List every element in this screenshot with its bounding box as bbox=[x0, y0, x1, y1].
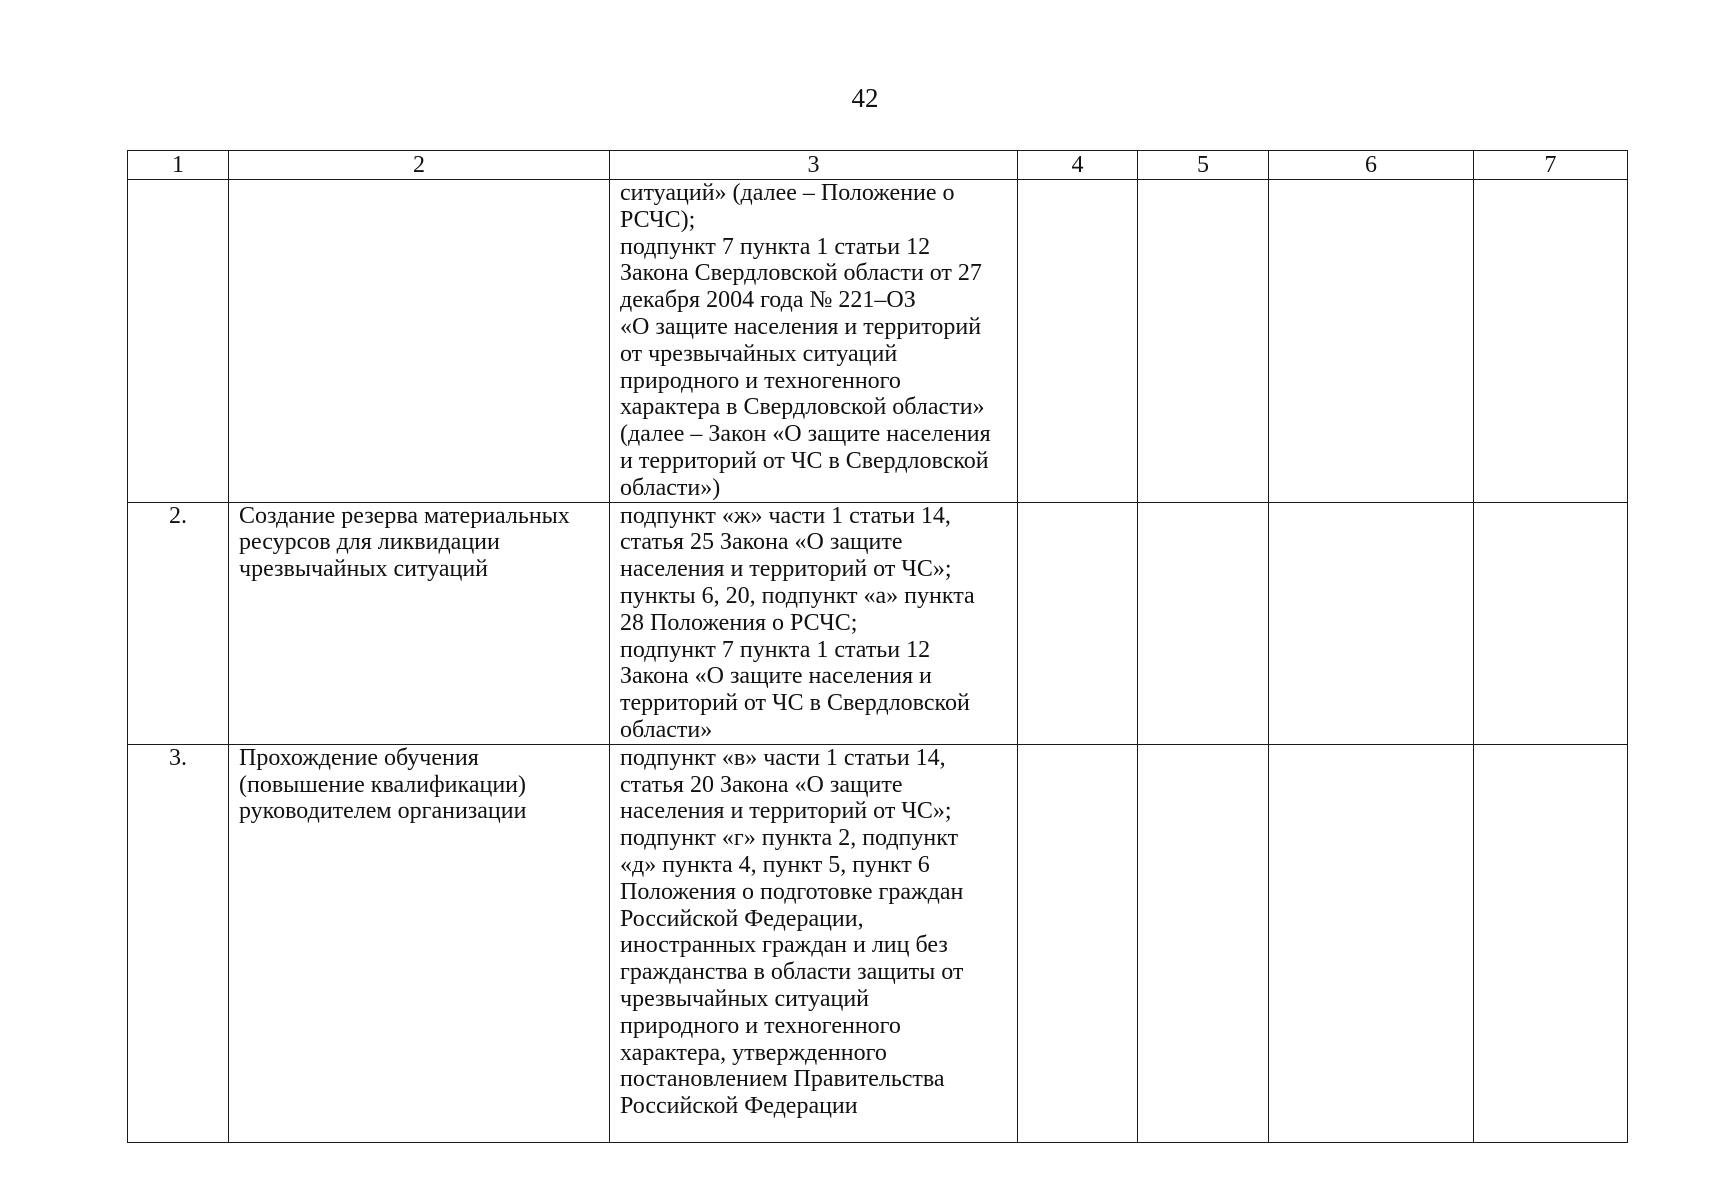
empty-cell bbox=[1474, 744, 1628, 1142]
empty-cell bbox=[1269, 180, 1474, 503]
legal-basis-cell: ситуаций» (далее – Положение о РСЧС); подпункт 7 пункта 1 статьи 12 Закона Свердловской области от 27 декабря 2004 года № 221–ОЗ «О защите населения и территорий от чрезвычайных ситуаций природного и техногенного характера в Свердловской области» (далее – Закон «О защите населения и территорий от ЧС в Свердловской области») bbox=[610, 180, 1018, 503]
row-number: 2. bbox=[128, 502, 229, 744]
row-number bbox=[128, 180, 229, 503]
requirement-cell: Прохождение обучения (повышение квалификации) руководителем организации bbox=[229, 744, 610, 1142]
column-header: 6 bbox=[1269, 151, 1474, 180]
empty-cell bbox=[1138, 180, 1269, 503]
requirement-cell: Создание резерва материальных ресурсов для ликвидации чрезвычайных ситуаций bbox=[229, 502, 610, 744]
empty-cell bbox=[1018, 744, 1138, 1142]
empty-cell bbox=[1138, 744, 1269, 1142]
empty-cell bbox=[1018, 180, 1138, 503]
empty-cell bbox=[1474, 180, 1628, 503]
table-row bbox=[128, 744, 1628, 1142]
table-header-row bbox=[128, 151, 1628, 180]
column-header: 4 bbox=[1018, 151, 1138, 180]
requirements-table bbox=[127, 150, 1628, 1143]
column-header: 2 bbox=[229, 151, 610, 180]
column-header: 3 bbox=[610, 151, 1018, 180]
column-header: 1 bbox=[128, 151, 229, 180]
table-row bbox=[128, 502, 1628, 744]
table-row bbox=[128, 180, 1628, 503]
legal-basis-cell: подпункт «ж» части 1 статьи 14, статья 25 Закона «О защите населения и территорий от ЧС»; пункты 6, 20, подпункт «а» пункта 28 Положения о РСЧС; подпункт 7 пункта 1 статьи 12 Закона «О защите населения и территорий от ЧС в Свердловской области» bbox=[610, 502, 1018, 744]
empty-cell bbox=[1269, 502, 1474, 744]
legal-basis-cell: подпункт «в» части 1 статьи 14, статья 20 Закона «О защите населения и территорий от ЧС»; подпункт «г» пункта 2, подпункт «д» пункта 4, пункт 5, пункт 6 Положения о подготовке граждан Российской Федерации, иностранных граждан и лиц без гражданства в области защиты от чрезвычайных ситуаций природного и техногенного характера, утвержденного постановлением Правительства Российской Федерации bbox=[610, 744, 1018, 1142]
empty-cell bbox=[1474, 502, 1628, 744]
empty-cell bbox=[1138, 502, 1269, 744]
column-header: 7 bbox=[1474, 151, 1628, 180]
requirement-cell bbox=[229, 180, 610, 503]
column-header: 5 bbox=[1138, 151, 1269, 180]
empty-cell bbox=[1269, 744, 1474, 1142]
empty-cell bbox=[1018, 502, 1138, 744]
row-number: 3. bbox=[128, 744, 229, 1142]
page-number: 42 bbox=[851, 83, 879, 113]
